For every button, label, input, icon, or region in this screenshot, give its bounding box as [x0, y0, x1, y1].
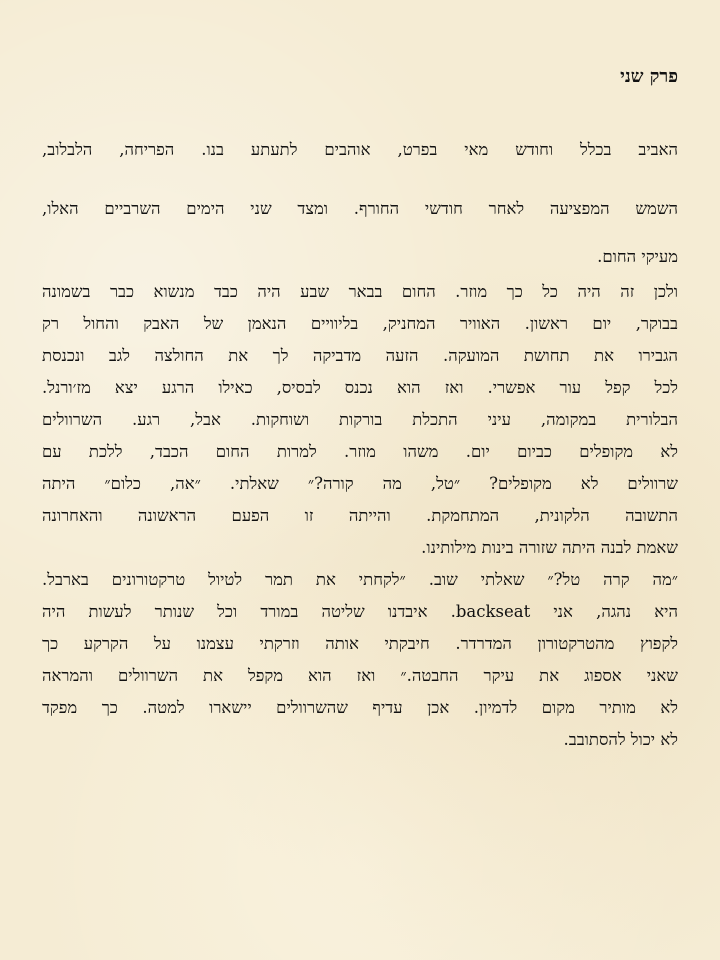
text-line: שאני אספוג את עיקר החבטה.״ ואז הוא מקפל את השרוולים והמראה: [42, 666, 678, 685]
text-line: התשובה הלקונית, המתחמקת. והייתה זו הפעם הראשונה והאחרונה: [42, 506, 678, 525]
text-line: לכל קפל עור אפשרי. ואז הוא נכנס לבסיס, כאילו הרגע יצא מז׳ורנל.: [42, 378, 678, 397]
text-line: מעיקי החום.: [597, 247, 678, 266]
text-line: ״מה קרה טל?״ שאלתי שוב. ״לקחתי את תמר לטיול טרקטורונים בארבל.: [42, 570, 678, 589]
text-line: שרוולים לא מקופלים? ״טל, מה קורה?״ שאלתי. ״אה, כלום״ היתה: [42, 474, 678, 493]
text-line: היא נהגה, אני backseat. איבדנו שליטה במורד וכל שנותר לעשות היה: [42, 602, 678, 621]
text-line: לא יכול להסתובב.: [563, 730, 678, 749]
text-line: ולכן זה היה כל כך מוזר. החום בבאר שבע היה כבד מנשוא כבר בשמונה: [42, 282, 678, 301]
text-line: בבוקר, יום ראשון. האוויר המחניק, בליוויים הנאמן של האבק והחול רק: [42, 314, 678, 333]
text-line: הבלורית במקומה, עיני התכלת בורקות ושוחקות. אבל, רגע. השרוולים: [42, 410, 678, 429]
text-line: הגבירו את תחושת המועקה. הזעה מדביקה לך את החולצה לגב ונכנסת: [42, 346, 678, 365]
text-line: לקפוץ מהטרקטורון המדרדר. חיבקתי אותה וזרקתי עצמנו על הקרקע כך: [42, 634, 678, 653]
text-line: השמש המפציעה לאחר חודשי החורף. ומצד שני הימים השרביים האלו,: [42, 199, 678, 218]
chapter-title: פרק שני: [620, 66, 678, 87]
text-line: לא מקופלים כביום יום. משהו מוזר. למרות החום הכבד, ללכת עם: [42, 442, 678, 461]
text-line: שאמת לבנה היתה שזורה בינות מילותינו.: [421, 538, 678, 557]
text-line: לא מותיר מקום לדמיון. אכן עדיף שהשרוולים יישארו למטה. כך מפקד: [42, 698, 678, 717]
text-line: האביב בכלל וחודש מאי בפרט, אוהבים לתעתע בנו. הפריחה, הלבלוב,: [42, 140, 678, 159]
